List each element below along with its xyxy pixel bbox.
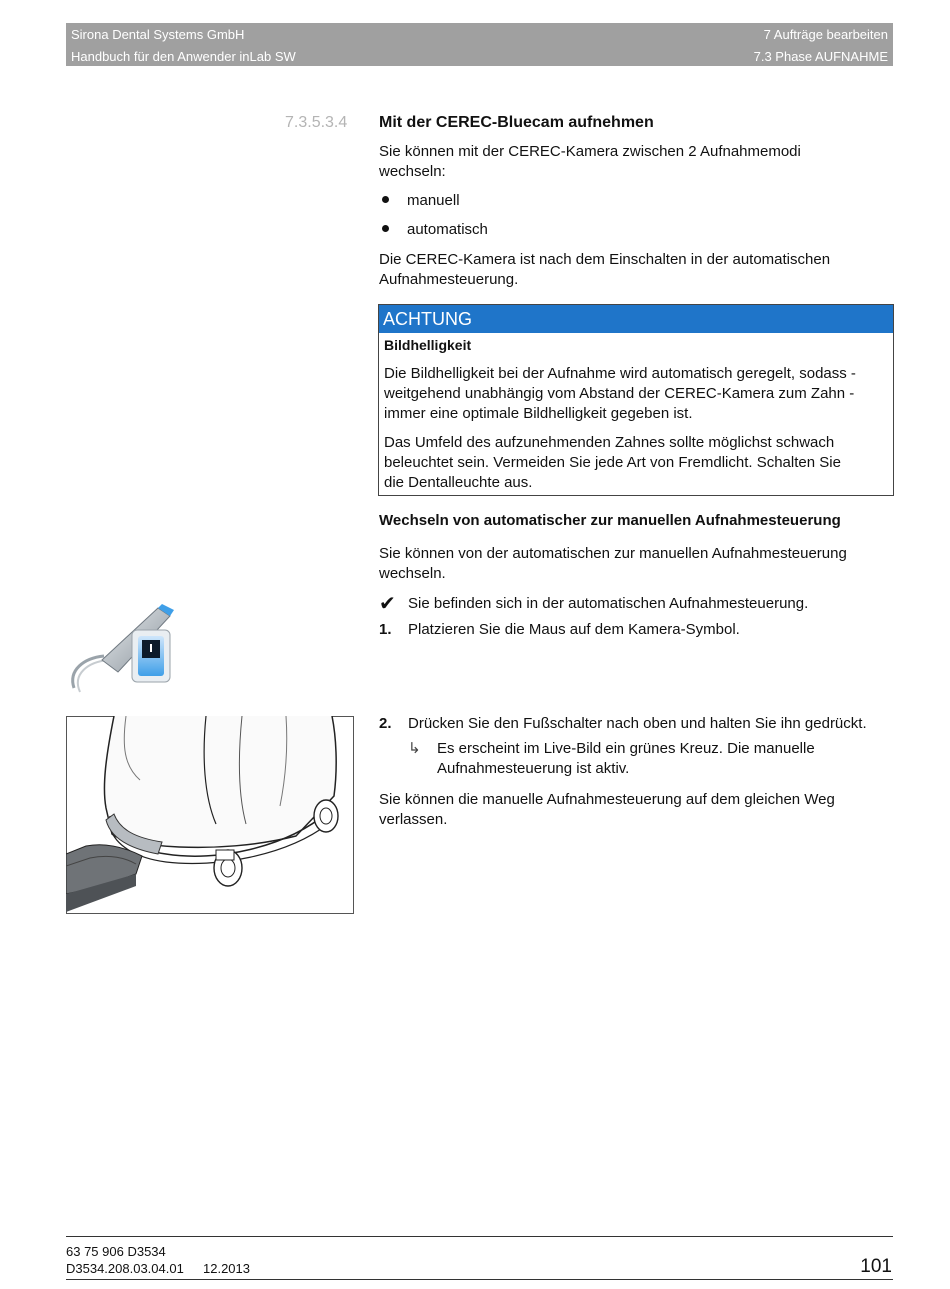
footer-code-1: 63 75 906 D3534 [66,1244,166,1259]
warning-box [378,304,894,496]
step-1-text: Platzieren Sie die Maus auf dem Kamera-Symbol. [408,621,740,638]
subsection-intro-line: Sie können von der automatischen zur manuellen Aufnahmesteuerung [379,545,847,562]
section-title: Mit der CEREC-Bluecam aufnehmen [379,114,654,131]
result-text [437,739,815,779]
section-intro-line: Sie können mit der CEREC-Kamera zwischen 2 Aufnahmemodi [379,143,801,160]
subsection-intro [379,544,847,584]
warning-label: ACHTUNG [383,309,472,329]
section-intro [379,142,801,182]
section-intro-line: wechseln: [379,163,446,180]
checkmark-icon: ✔ [379,593,396,615]
precondition-text: Sie befinden sich in der automatischen Aufnahmesteuerung. [408,595,809,612]
warning-paragraph-2 [384,433,841,493]
header-company: Sirona Dental Systems GmbH [71,27,245,42]
closing-paragraph [379,790,835,830]
result-line: Aufnahmesteuerung ist aktiv. [437,760,630,777]
section-number: 7.3.5.3.4 [285,114,348,131]
step-2-text: Drücken Sie den Fußschalter nach oben und halten Sie ihn gedrückt. [408,715,867,732]
bullet-item: automatisch [407,221,488,238]
closing-line: Sie können die manuelle Aufnahmesteuerung auf dem gleichen Weg [379,791,835,808]
step-number: 1. [379,621,392,638]
warning-line: die Dentalleuchte aus. [384,474,533,491]
warning-header [379,305,893,333]
footer-rule-bottom [66,1279,893,1280]
step-number: 2. [379,715,392,732]
header-chapter: 7 Aufträge bearbeiten [763,27,888,42]
section-paragraph-line: Aufnahmesteuerung. [379,271,519,288]
header-manual: Handbuch für den Anwender inLab SW [71,49,296,64]
page-header [66,23,893,66]
footer-code-2: D3534.208.03.04.01 [66,1261,184,1276]
result-line: Es erscheint im Live-Bild ein grünes Kreuz. Die manuelle [437,740,815,757]
footer-rule-top [66,1236,893,1237]
subsection-intro-line: wechseln. [379,565,446,582]
warning-line: immer eine optimale Bildhelligkeit gegeben ist. [384,405,693,422]
page-number: 101 [860,1256,892,1277]
section-paragraph [379,250,830,290]
header-section: 7.3 Phase AUFNAHME [753,49,888,64]
warning-title: Bildhelligkeit [384,337,472,353]
subsection-title: Wechseln von automatischer zur manuellen Aufnahmesteuerung [379,512,841,529]
camera-icon [66,600,178,696]
warning-line: weitgehend unabhängig vom Abstand der CEREC-Kamera zum Zahn - [384,385,855,402]
warning-line: Die Bildhelligkeit bei der Aufnahme wird automatisch geregelt, sodass - [384,365,856,382]
footer-date: 12.2013 [203,1261,250,1276]
foot-switch-illustration [66,716,354,914]
bullet-dot [382,225,389,232]
warning-paragraph-1 [384,364,856,424]
bullet-item: manuell [407,192,460,209]
warning-line: beleuchtet sein. Vermeiden Sie jede Art von Fremdlicht. Schalten Sie [384,454,841,471]
section-paragraph-line: Die CEREC-Kamera ist nach dem Einschalten in der automatischen [379,251,831,268]
warning-line: Das Umfeld des aufzunehmenden Zahnes sollte möglichst schwach [384,434,835,451]
closing-line: verlassen. [379,811,448,828]
bullet-dot [382,196,389,203]
result-arrow-icon: ↳ [408,740,421,757]
